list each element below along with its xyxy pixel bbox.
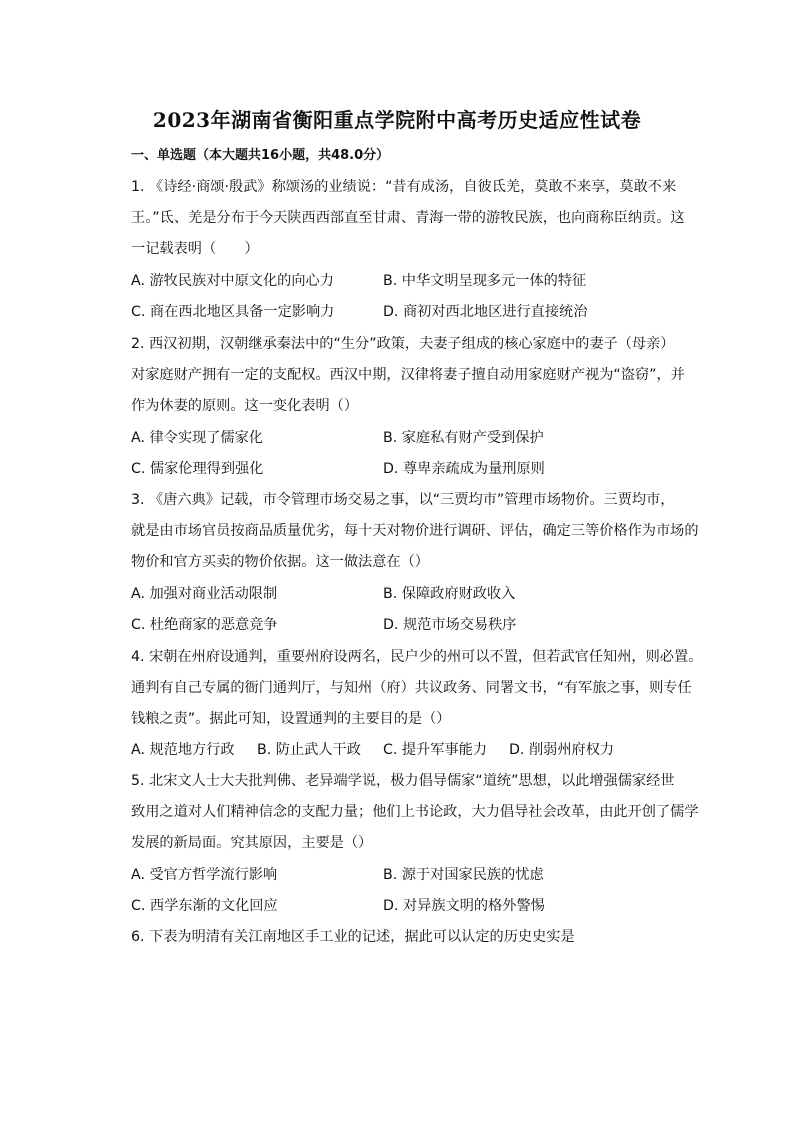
q3-option-a: A. 加强对商业活动限制: [131, 586, 278, 602]
q3-line-1: 3. 《唐六典》记载，市令管理市场交易之事，以“三贾均市”管理市场物价。三贾均市，: [131, 492, 675, 508]
q4-option-a: A. 规范地方行政: [131, 742, 235, 758]
q4-line-1: 4. 宋朝在州府设通判，重要州府设两名，民户少的州可以不置，但若武官任知州，则必置。: [131, 649, 703, 665]
q2-option-d: D. 尊卑亲疏成为量刑原则: [383, 461, 545, 477]
q1-option-d: D. 商初对西北地区进行直接统治: [383, 304, 588, 320]
q3-option-d: D. 规范市场交易秩序: [383, 617, 517, 633]
q4-option-d: D. 削弱州府权力: [509, 742, 615, 758]
q3-option-c: C. 杜绝商家的恶意竞争: [131, 617, 278, 633]
q1-line-3: 一记载表明（ ）: [131, 241, 259, 257]
q2-line-1: 2. 西汉初期，汉朝继承秦法中的“生分”政策，夫妻子组成的核心家庭中的妻子（母亲）: [131, 336, 675, 352]
q1-option-c: C. 商在西北地区具备一定影响力: [131, 304, 335, 320]
q4-option-c: C. 提升军事能力: [383, 742, 488, 758]
q1-option-b: B. 中华文明呈现多元一体的特征: [383, 273, 587, 289]
section-heading: 一、单选题（本大题共16小题，共48.0分）: [131, 148, 390, 163]
q1-option-a: A. 游牧民族对中原文化的向心力: [131, 273, 334, 289]
q5-option-b: B. 源于对国家民族的忧虑: [383, 867, 544, 883]
q2-option-c: C. 儒家伦理得到强化: [131, 461, 264, 477]
q2-option-a: A. 律令实现了儒家化: [131, 430, 263, 446]
q5-option-d: D. 对异族文明的格外警惕: [383, 898, 545, 914]
q3-line-3: 物价和官方买卖的物价依据。这一做法意在（）: [131, 554, 429, 570]
q4-line-2: 通判有自己专属的衙门通判厅，与知州（府）共议政务、同署文书，“有军旅之事，则专任: [131, 680, 692, 696]
q5-option-c: C. 西学东渐的文化回应: [131, 898, 278, 914]
q5-option-a: A. 受官方哲学流行影响: [131, 867, 278, 883]
q4-line-3: 钱粮之责”。据此可知，设置通判的主要目的是（）: [131, 711, 451, 727]
q1-line-2: 王。”氐、羌是分布于今天陕西西部直至甘肃、青海一带的游牧民族，也向商称臣纳贡。这: [131, 210, 685, 226]
page-title: 2023年湖南省衡阳重点学院附中高考历史适应性试卷: [152, 108, 642, 132]
q2-option-b: B. 家庭私有财产受到保护: [383, 430, 544, 446]
q3-option-b: B. 保障政府财政收入: [383, 586, 516, 602]
q1-line-1: 1. 《诗经·商颂·殷武》称颂汤的业绩说：“昔有成汤，自彼氐羌，莫敢不来享，莫敢不来: [131, 179, 677, 195]
q5-line-3: 发展的新局面。究其原因，主要是（）: [131, 835, 373, 851]
q6-line-1: 6. 下表为明清有关江南地区手工业的记述，据此可以认定的历史史实是: [131, 929, 575, 945]
q3-line-2: 就是由市场官员按商品质量优劣，每十天对物价进行调研、评估，确定三等价格作为市场的: [131, 523, 699, 539]
q5-line-1: 5. 北宋文人士大夫批判佛、老异端学说，极力倡导儒家“道统”思想，以此增强儒家经世: [131, 773, 675, 789]
q2-line-3: 作为休妻的原则。这一变化表明（）: [131, 398, 359, 414]
q5-line-2: 致用之道对人们精神信念的支配力量；他们上书论政，大力倡导社会改革，由此开创了儒学: [131, 804, 699, 820]
q4-option-b: B. 防止武人干政: [257, 742, 361, 758]
q2-line-2: 对家庭财产拥有一定的支配权。西汉中期，汉律将妻子擅自动用家庭财产视为“盗窃”，并: [131, 367, 685, 383]
